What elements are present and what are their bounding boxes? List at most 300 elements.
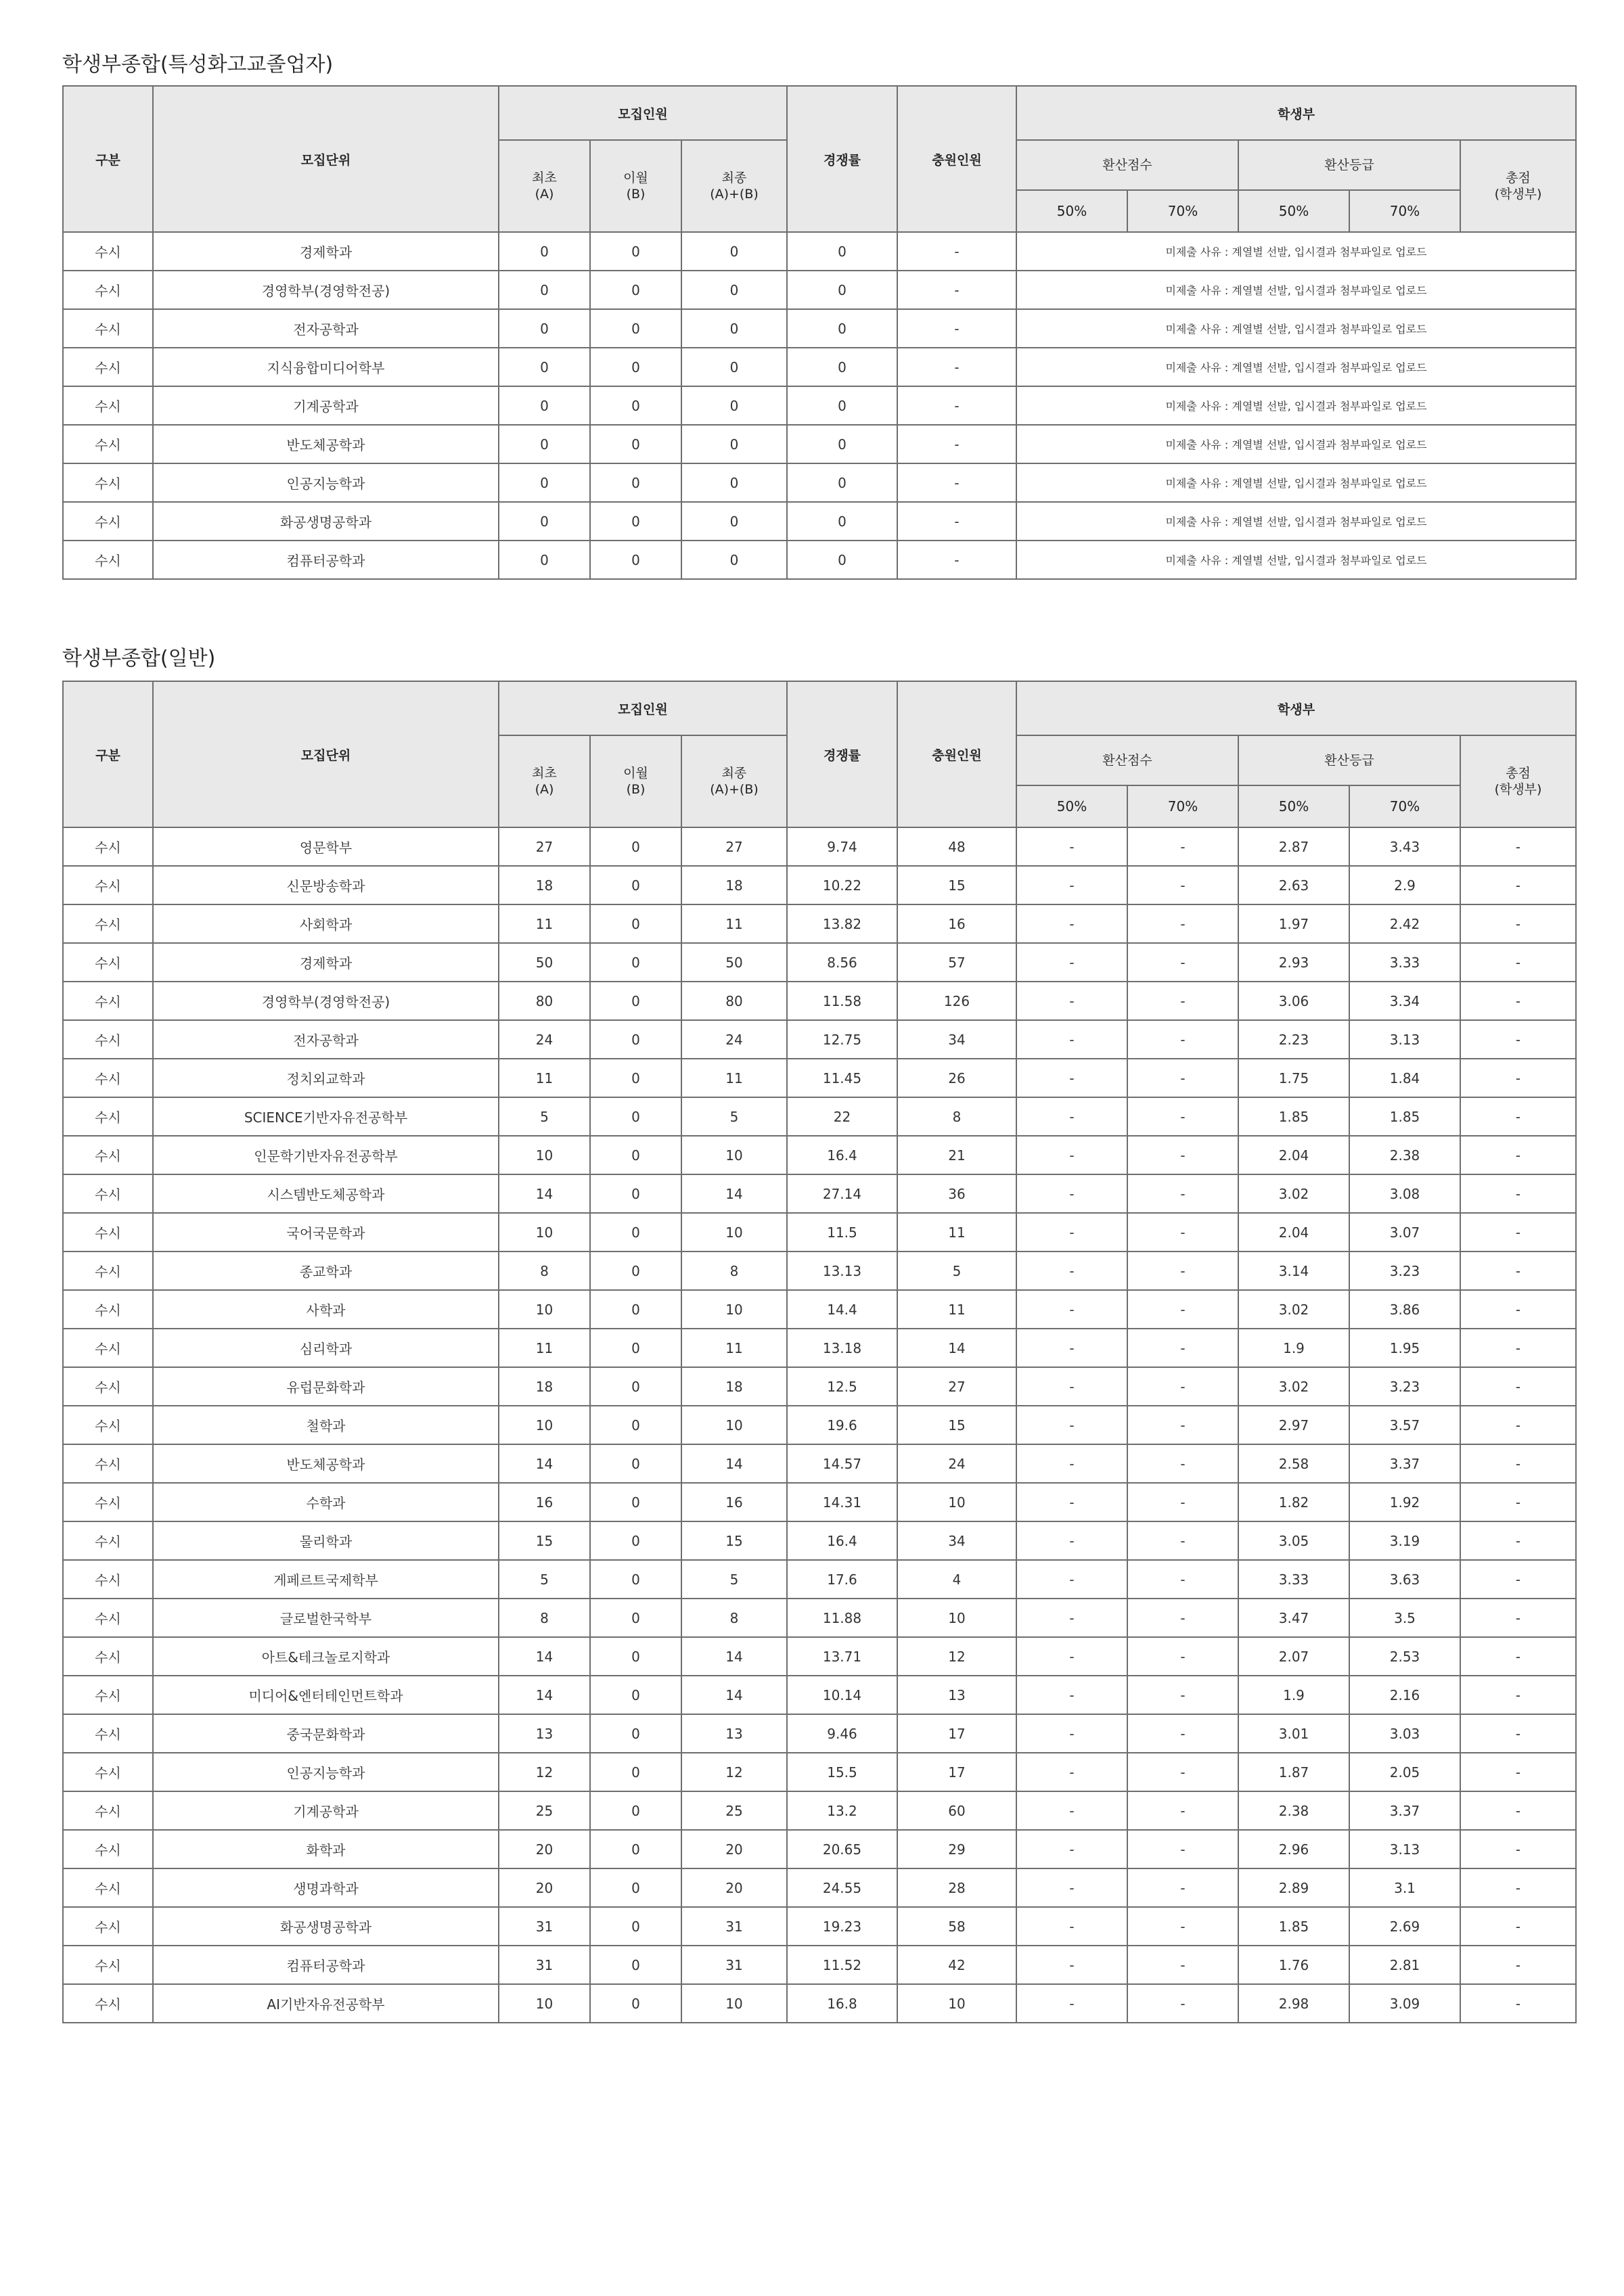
cell-score-70: - bbox=[1127, 1367, 1238, 1406]
cell-carry: 0 bbox=[590, 1521, 681, 1560]
cell-ratio: 0 bbox=[787, 502, 897, 541]
cell-ratio: 0 bbox=[787, 271, 897, 309]
cell-carry: 0 bbox=[590, 232, 681, 271]
total-label: 총점 bbox=[1506, 170, 1531, 185]
cell-grade-70: 3.43 bbox=[1349, 827, 1460, 866]
cell-note: 미제출 사유 : 계열별 선발, 입시결과 첨부파일로 업로드 bbox=[1016, 463, 1576, 502]
cell-carry: 0 bbox=[590, 1252, 681, 1290]
cell-carry: 0 bbox=[590, 1213, 681, 1252]
cell-grade-70: 3.1 bbox=[1349, 1868, 1460, 1907]
cell-note: 미제출 사유 : 계열별 선발, 입시결과 첨부파일로 업로드 bbox=[1016, 386, 1576, 425]
cell-carry: 0 bbox=[590, 1753, 681, 1791]
cell-unit: 정치외교학과 bbox=[153, 1059, 499, 1097]
cell-score-70: - bbox=[1127, 1714, 1238, 1753]
section-title-specialized: 학생부종합(특성화고교졸업자) bbox=[62, 53, 334, 76]
cell-unit: 사회학과 bbox=[153, 904, 499, 943]
cell-type: 수시 bbox=[63, 1020, 153, 1059]
cell-score-70: - bbox=[1127, 1483, 1238, 1521]
cell-initial: 11 bbox=[499, 1059, 590, 1097]
table-row bbox=[63, 1329, 1576, 1367]
cell-filled: 10 bbox=[897, 1599, 1016, 1637]
cell-score-50: - bbox=[1016, 1907, 1127, 1946]
cell-score-70: - bbox=[1127, 1213, 1238, 1252]
cell-grade-50: 1.76 bbox=[1238, 1946, 1349, 1984]
cell-carry: 0 bbox=[590, 866, 681, 904]
cell-score-70: - bbox=[1127, 1020, 1238, 1059]
table-row bbox=[63, 1868, 1576, 1907]
cell-note: 미제출 사유 : 계열별 선발, 입시결과 첨부파일로 업로드 bbox=[1016, 541, 1576, 579]
cell-type: 수시 bbox=[63, 309, 153, 348]
table-row bbox=[63, 1367, 1576, 1406]
cell-initial: 31 bbox=[499, 1946, 590, 1984]
cell-total: - bbox=[1460, 1521, 1576, 1560]
cell-filled: 13 bbox=[897, 1676, 1016, 1714]
cell-score-70: - bbox=[1127, 1637, 1238, 1676]
cell-carry: 0 bbox=[590, 1136, 681, 1174]
cell-grade-70: 3.37 bbox=[1349, 1444, 1460, 1483]
cell-grade-50: 3.05 bbox=[1238, 1521, 1349, 1560]
cell-carry: 0 bbox=[590, 1676, 681, 1714]
cell-unit: 글로벌한국학부 bbox=[153, 1599, 499, 1637]
cell-carry: 0 bbox=[590, 1984, 681, 2023]
cell-score-50: - bbox=[1016, 1521, 1127, 1560]
cell-grade-70: 3.19 bbox=[1349, 1521, 1460, 1560]
col-header-gubun: 구분 bbox=[63, 681, 153, 827]
cell-carry: 0 bbox=[590, 1637, 681, 1676]
cell-unit: 중국문화학과 bbox=[153, 1714, 499, 1753]
cell-carry: 0 bbox=[590, 1406, 681, 1444]
cell-filled: 12 bbox=[897, 1637, 1016, 1676]
table-row bbox=[63, 1174, 1576, 1213]
table-row bbox=[63, 904, 1576, 943]
cell-total: - bbox=[1460, 1483, 1576, 1521]
cell-ratio: 0 bbox=[787, 463, 897, 502]
cell-final: 14 bbox=[681, 1174, 787, 1213]
cell-score-50: - bbox=[1016, 1252, 1127, 1290]
cell-score-70: - bbox=[1127, 1676, 1238, 1714]
cell-filled: 16 bbox=[897, 904, 1016, 943]
cell-grade-50: 3.02 bbox=[1238, 1367, 1349, 1406]
cell-score-50: - bbox=[1016, 1830, 1127, 1868]
table-row bbox=[63, 502, 1576, 541]
col-header-initial bbox=[499, 735, 590, 827]
cell-unit: 전자공학과 bbox=[153, 1020, 499, 1059]
cell-ratio: 27.14 bbox=[787, 1174, 897, 1213]
cell-score-50: - bbox=[1016, 1753, 1127, 1791]
cell-grade-50: 3.02 bbox=[1238, 1290, 1349, 1329]
cell-carry: 0 bbox=[590, 386, 681, 425]
cell-score-50: - bbox=[1016, 866, 1127, 904]
col-header-carry bbox=[590, 735, 681, 827]
col-header-unit: 모집단위 bbox=[153, 681, 499, 827]
cell-total: - bbox=[1460, 1637, 1576, 1676]
table-row bbox=[63, 309, 1576, 348]
col-header-final bbox=[681, 735, 787, 827]
cell-grade-70: 2.05 bbox=[1349, 1753, 1460, 1791]
cell-ratio: 14.4 bbox=[787, 1290, 897, 1329]
cell-score-50: - bbox=[1016, 1290, 1127, 1329]
carry-code: (B) bbox=[626, 187, 646, 202]
cell-ratio: 10.22 bbox=[787, 866, 897, 904]
cell-filled: 48 bbox=[897, 827, 1016, 866]
cell-score-50: - bbox=[1016, 1599, 1127, 1637]
cell-score-70: - bbox=[1127, 1174, 1238, 1213]
cell-ratio: 0 bbox=[787, 348, 897, 386]
cell-grade-50: 2.96 bbox=[1238, 1830, 1349, 1868]
cell-type: 수시 bbox=[63, 1136, 153, 1174]
col-header-score: 환산점수 bbox=[1016, 735, 1238, 785]
cell-filled: 36 bbox=[897, 1174, 1016, 1213]
cell-score-70: - bbox=[1127, 1444, 1238, 1483]
cell-ratio: 12.75 bbox=[787, 1020, 897, 1059]
cell-ratio: 10.14 bbox=[787, 1676, 897, 1714]
cell-score-50: - bbox=[1016, 1637, 1127, 1676]
cell-score-70: - bbox=[1127, 904, 1238, 943]
cell-unit: 인공지능학과 bbox=[153, 1753, 499, 1791]
cell-type: 수시 bbox=[63, 866, 153, 904]
table-row bbox=[63, 1136, 1576, 1174]
cell-grade-70: 1.92 bbox=[1349, 1483, 1460, 1521]
cell-type: 수시 bbox=[63, 1714, 153, 1753]
final-code: (A)+(B) bbox=[710, 187, 759, 202]
cell-final: 10 bbox=[681, 1406, 787, 1444]
cell-filled: 27 bbox=[897, 1367, 1016, 1406]
cell-filled: 5 bbox=[897, 1252, 1016, 1290]
cell-ratio: 20.65 bbox=[787, 1830, 897, 1868]
table-row bbox=[63, 1483, 1576, 1521]
cell-unit: 기계공학과 bbox=[153, 1791, 499, 1830]
table-row bbox=[63, 982, 1576, 1020]
cell-final: 16 bbox=[681, 1483, 787, 1521]
cell-score-50: - bbox=[1016, 943, 1127, 982]
cell-unit: 종교학과 bbox=[153, 1252, 499, 1290]
cell-score-50: - bbox=[1016, 1984, 1127, 2023]
initial-label: 최초 bbox=[532, 766, 557, 781]
table-body bbox=[63, 232, 1576, 579]
cell-ratio: 19.23 bbox=[787, 1907, 897, 1946]
cell-grade-70: 2.81 bbox=[1349, 1946, 1460, 1984]
cell-carry: 0 bbox=[590, 502, 681, 541]
cell-total: - bbox=[1460, 1174, 1576, 1213]
cell-carry: 0 bbox=[590, 1560, 681, 1599]
cell-unit: 반도체공학과 bbox=[153, 425, 499, 463]
cell-grade-50: 1.85 bbox=[1238, 1907, 1349, 1946]
cell-carry: 0 bbox=[590, 1290, 681, 1329]
col-header-score: 환산점수 bbox=[1016, 140, 1238, 190]
cell-unit: 아트&테크놀로지학과 bbox=[153, 1637, 499, 1676]
cell-filled: - bbox=[897, 309, 1016, 348]
table-row bbox=[63, 1020, 1576, 1059]
cell-unit: AI기반자유전공학부 bbox=[153, 1984, 499, 2023]
cell-unit: 미디어&엔터테인먼트학과 bbox=[153, 1676, 499, 1714]
cell-type: 수시 bbox=[63, 1599, 153, 1637]
cell-initial: 0 bbox=[499, 309, 590, 348]
table-header bbox=[63, 86, 1576, 232]
col-header-ratio: 경쟁률 bbox=[787, 86, 897, 232]
cell-grade-50: 3.01 bbox=[1238, 1714, 1349, 1753]
cell-grade-50: 2.58 bbox=[1238, 1444, 1349, 1483]
cell-type: 수시 bbox=[63, 1097, 153, 1136]
cell-total: - bbox=[1460, 1367, 1576, 1406]
cell-score-50: - bbox=[1016, 1406, 1127, 1444]
cell-initial: 10 bbox=[499, 1290, 590, 1329]
cell-grade-50: 1.75 bbox=[1238, 1059, 1349, 1097]
cell-grade-70: 3.03 bbox=[1349, 1714, 1460, 1753]
cell-note: 미제출 사유 : 계열별 선발, 입시결과 첨부파일로 업로드 bbox=[1016, 309, 1576, 348]
cell-final: 31 bbox=[681, 1907, 787, 1946]
table-row bbox=[63, 386, 1576, 425]
table-body bbox=[63, 827, 1576, 2023]
cell-carry: 0 bbox=[590, 1444, 681, 1483]
cell-score-50: - bbox=[1016, 1367, 1127, 1406]
cell-type: 수시 bbox=[63, 1444, 153, 1483]
cell-unit: 인공지능학과 bbox=[153, 463, 499, 502]
cell-final: 50 bbox=[681, 943, 787, 982]
cell-ratio: 13.2 bbox=[787, 1791, 897, 1830]
cell-filled: 17 bbox=[897, 1753, 1016, 1791]
cell-grade-50: 3.02 bbox=[1238, 1174, 1349, 1213]
col-header-ratio: 경쟁률 bbox=[787, 681, 897, 827]
cell-score-70: - bbox=[1127, 1521, 1238, 1560]
cell-type: 수시 bbox=[63, 1946, 153, 1984]
cell-type: 수시 bbox=[63, 348, 153, 386]
cell-initial: 14 bbox=[499, 1637, 590, 1676]
cell-grade-70: 3.23 bbox=[1349, 1252, 1460, 1290]
cell-grade-70: 1.84 bbox=[1349, 1059, 1460, 1097]
table-row bbox=[63, 866, 1576, 904]
cell-carry: 0 bbox=[590, 1599, 681, 1637]
cell-filled: 28 bbox=[897, 1868, 1016, 1907]
cell-score-70: - bbox=[1127, 1868, 1238, 1907]
cell-grade-50: 1.82 bbox=[1238, 1483, 1349, 1521]
cell-unit: 반도체공학과 bbox=[153, 1444, 499, 1483]
cell-total: - bbox=[1460, 1868, 1576, 1907]
cell-unit: 시스템반도체공학과 bbox=[153, 1174, 499, 1213]
cell-grade-70: 3.34 bbox=[1349, 982, 1460, 1020]
cell-unit: 화공생명공학과 bbox=[153, 502, 499, 541]
table-row bbox=[63, 541, 1576, 579]
carry-code: (B) bbox=[626, 782, 646, 797]
cell-carry: 0 bbox=[590, 1020, 681, 1059]
cell-ratio: 0 bbox=[787, 425, 897, 463]
cell-filled: 60 bbox=[897, 1791, 1016, 1830]
cell-initial: 31 bbox=[499, 1907, 590, 1946]
cell-grade-70: 3.86 bbox=[1349, 1290, 1460, 1329]
cell-grade-70: 3.07 bbox=[1349, 1213, 1460, 1252]
cell-filled: 34 bbox=[897, 1521, 1016, 1560]
cell-grade-70: 2.38 bbox=[1349, 1136, 1460, 1174]
cell-grade-50: 3.06 bbox=[1238, 982, 1349, 1020]
cell-initial: 0 bbox=[499, 502, 590, 541]
table-row bbox=[63, 943, 1576, 982]
cell-final: 12 bbox=[681, 1753, 787, 1791]
col-header-total bbox=[1460, 140, 1576, 232]
cell-ratio: 13.82 bbox=[787, 904, 897, 943]
cell-score-70: - bbox=[1127, 1136, 1238, 1174]
cell-score-70: - bbox=[1127, 1984, 1238, 2023]
carry-label: 이월 bbox=[623, 170, 648, 185]
cell-initial: 14 bbox=[499, 1174, 590, 1213]
cell-type: 수시 bbox=[63, 502, 153, 541]
table-row bbox=[63, 348, 1576, 386]
table-row bbox=[63, 1406, 1576, 1444]
cell-filled: 29 bbox=[897, 1830, 1016, 1868]
cell-total: - bbox=[1460, 1753, 1576, 1791]
cell-ratio: 11.52 bbox=[787, 1946, 897, 1984]
col-header-unit: 모집단위 bbox=[153, 86, 499, 232]
cell-type: 수시 bbox=[63, 1984, 153, 2023]
cell-type: 수시 bbox=[63, 1213, 153, 1252]
cell-initial: 10 bbox=[499, 1213, 590, 1252]
cell-total: - bbox=[1460, 827, 1576, 866]
cell-unit: 영문학부 bbox=[153, 827, 499, 866]
cell-initial: 0 bbox=[499, 348, 590, 386]
table-row bbox=[63, 1599, 1576, 1637]
cell-initial: 0 bbox=[499, 463, 590, 502]
table-specialized-admissions bbox=[62, 85, 1577, 580]
cell-initial: 20 bbox=[499, 1830, 590, 1868]
cell-initial: 20 bbox=[499, 1868, 590, 1907]
cell-type: 수시 bbox=[63, 1907, 153, 1946]
cell-total: - bbox=[1460, 1984, 1576, 2023]
cell-initial: 5 bbox=[499, 1560, 590, 1599]
cell-type: 수시 bbox=[63, 943, 153, 982]
cell-initial: 15 bbox=[499, 1521, 590, 1560]
cell-ratio: 0 bbox=[787, 309, 897, 348]
cell-type: 수시 bbox=[63, 904, 153, 943]
cell-filled: - bbox=[897, 425, 1016, 463]
cell-score-50: - bbox=[1016, 1791, 1127, 1830]
col-header-grade-70: 70% bbox=[1349, 785, 1460, 827]
cell-final: 11 bbox=[681, 1329, 787, 1367]
cell-total: - bbox=[1460, 1329, 1576, 1367]
col-header-grade: 환산등급 bbox=[1238, 735, 1460, 785]
cell-ratio: 17.6 bbox=[787, 1560, 897, 1599]
cell-score-50: - bbox=[1016, 982, 1127, 1020]
cell-filled: 24 bbox=[897, 1444, 1016, 1483]
cell-grade-50: 2.38 bbox=[1238, 1791, 1349, 1830]
cell-type: 수시 bbox=[63, 1483, 153, 1521]
cell-final: 80 bbox=[681, 982, 787, 1020]
cell-type: 수시 bbox=[63, 1521, 153, 1560]
cell-grade-50: 2.89 bbox=[1238, 1868, 1349, 1907]
col-header-record: 학생부 bbox=[1016, 86, 1576, 140]
cell-unit: 물리학과 bbox=[153, 1521, 499, 1560]
cell-type: 수시 bbox=[63, 1753, 153, 1791]
cell-grade-50: 2.04 bbox=[1238, 1136, 1349, 1174]
cell-filled: - bbox=[897, 541, 1016, 579]
cell-total: - bbox=[1460, 982, 1576, 1020]
cell-total: - bbox=[1460, 943, 1576, 982]
cell-initial: 11 bbox=[499, 1329, 590, 1367]
cell-final: 25 bbox=[681, 1791, 787, 1830]
cell-filled: 17 bbox=[897, 1714, 1016, 1753]
section-title-general: 학생부종합(일반) bbox=[62, 647, 216, 670]
col-header-grade: 환산등급 bbox=[1238, 140, 1460, 190]
cell-score-50: - bbox=[1016, 904, 1127, 943]
cell-score-70: - bbox=[1127, 1791, 1238, 1830]
cell-initial: 50 bbox=[499, 943, 590, 982]
cell-filled: - bbox=[897, 232, 1016, 271]
table-row bbox=[63, 1560, 1576, 1599]
cell-note: 미제출 사유 : 계열별 선발, 입시결과 첨부파일로 업로드 bbox=[1016, 271, 1576, 309]
cell-final: 0 bbox=[681, 348, 787, 386]
cell-unit: 화학과 bbox=[153, 1830, 499, 1868]
cell-final: 18 bbox=[681, 866, 787, 904]
cell-ratio: 0 bbox=[787, 386, 897, 425]
cell-ratio: 16.4 bbox=[787, 1136, 897, 1174]
cell-carry: 0 bbox=[590, 425, 681, 463]
cell-type: 수시 bbox=[63, 1174, 153, 1213]
table-row bbox=[63, 1637, 1576, 1676]
cell-score-50: - bbox=[1016, 1213, 1127, 1252]
cell-grade-50: 2.93 bbox=[1238, 943, 1349, 982]
cell-carry: 0 bbox=[590, 904, 681, 943]
table-row bbox=[63, 1753, 1576, 1791]
cell-filled: - bbox=[897, 348, 1016, 386]
table-row bbox=[63, 1791, 1576, 1830]
cell-grade-50: 2.63 bbox=[1238, 866, 1349, 904]
cell-type: 수시 bbox=[63, 463, 153, 502]
cell-unit: 생명과학과 bbox=[153, 1868, 499, 1907]
cell-final: 20 bbox=[681, 1868, 787, 1907]
cell-total: - bbox=[1460, 1020, 1576, 1059]
cell-unit: 수학과 bbox=[153, 1483, 499, 1521]
cell-type: 수시 bbox=[63, 271, 153, 309]
cell-final: 10 bbox=[681, 1290, 787, 1329]
cell-score-50: - bbox=[1016, 1444, 1127, 1483]
col-header-grade-70: 70% bbox=[1349, 190, 1460, 232]
cell-initial: 0 bbox=[499, 271, 590, 309]
cell-carry: 0 bbox=[590, 1367, 681, 1406]
cell-unit: 인문학기반자유전공학부 bbox=[153, 1136, 499, 1174]
cell-grade-70: 3.37 bbox=[1349, 1791, 1460, 1830]
cell-total: - bbox=[1460, 1059, 1576, 1097]
table-row bbox=[63, 1676, 1576, 1714]
cell-final: 5 bbox=[681, 1097, 787, 1136]
cell-score-70: - bbox=[1127, 1907, 1238, 1946]
cell-unit: 신문방송학과 bbox=[153, 866, 499, 904]
cell-note: 미제출 사유 : 계열별 선발, 입시결과 첨부파일로 업로드 bbox=[1016, 425, 1576, 463]
cell-ratio: 11.45 bbox=[787, 1059, 897, 1097]
cell-score-50: - bbox=[1016, 1560, 1127, 1599]
cell-filled: 21 bbox=[897, 1136, 1016, 1174]
cell-filled: - bbox=[897, 271, 1016, 309]
cell-grade-70: 3.5 bbox=[1349, 1599, 1460, 1637]
cell-score-70: - bbox=[1127, 1753, 1238, 1791]
col-header-score-70: 70% bbox=[1127, 190, 1238, 232]
table-row bbox=[63, 1097, 1576, 1136]
cell-final: 0 bbox=[681, 425, 787, 463]
cell-grade-70: 1.95 bbox=[1349, 1329, 1460, 1367]
cell-type: 수시 bbox=[63, 1868, 153, 1907]
carry-label: 이월 bbox=[623, 766, 648, 781]
cell-initial: 10 bbox=[499, 1406, 590, 1444]
final-label: 최종 bbox=[721, 766, 747, 781]
cell-score-70: - bbox=[1127, 1290, 1238, 1329]
table-row bbox=[63, 1059, 1576, 1097]
cell-ratio: 11.88 bbox=[787, 1599, 897, 1637]
cell-unit: 게페르트국제학부 bbox=[153, 1560, 499, 1599]
table-row bbox=[63, 463, 1576, 502]
cell-filled: 15 bbox=[897, 1406, 1016, 1444]
cell-initial: 0 bbox=[499, 386, 590, 425]
cell-initial: 10 bbox=[499, 1136, 590, 1174]
cell-type: 수시 bbox=[63, 1406, 153, 1444]
cell-unit: 경제학과 bbox=[153, 943, 499, 982]
cell-type: 수시 bbox=[63, 1791, 153, 1830]
table-row bbox=[63, 271, 1576, 309]
